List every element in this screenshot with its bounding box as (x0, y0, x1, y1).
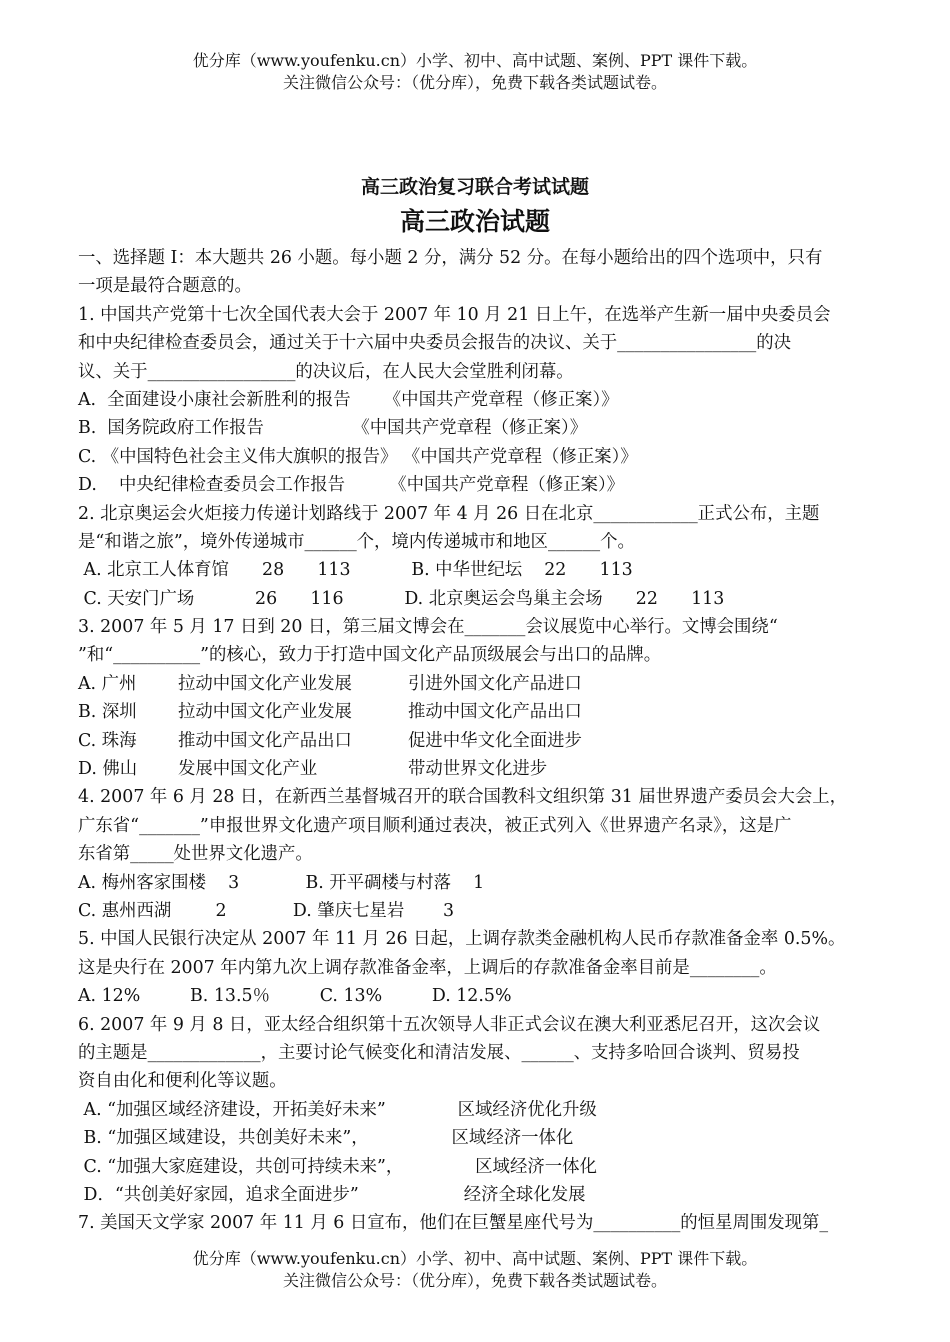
q3-option-b-first: 拉动中国文化产业发展 (178, 702, 352, 723)
q2-stem-line-2: 是“和谐之旅”，境外传递城市______个，境内传递城市和地区______个。 (78, 531, 635, 552)
exam-title: 高三政治试题 (399, 207, 550, 236)
q1-option-c: C. 《中国特色社会主义伟大旗帜的报告》 《中国共产党章程（修正案）》 (78, 446, 638, 467)
q5-stem-line-1: 5. 中国人民银行决定从 2007 年 11 月 26 日起，上调存款类金融机构人民币存款准备金率 0.5%。 (78, 929, 846, 950)
q3-option-d-second: 带动世界文化进步 (408, 759, 548, 780)
footer-line-2: 关注微信公众号：（优分库），免费下载各类试题试卷。 (282, 1271, 667, 1290)
q1-option-b: B. 国务院政府工作报告 《中国共产党章程（修正案）》 (78, 418, 588, 439)
exam-subtitle: 高三政治复习联合考试试题 (360, 176, 589, 198)
q7-stem-line-1: 7. 美国天文学家 2007 年 11 月 6 日宣布，他们在巨蟹星座代号为__________的恒星周围发现第_ (78, 1213, 829, 1234)
q4-stem-line-1: 4. 2007 年 6 月 28 日，在新西兰基督城召开的联合国教科文组织第 31 届世界遗产委员会大会上， (78, 787, 848, 808)
q6-stem-line-2: 的主题是_____________，主要讨论气候变化和清洁发展、______、支持多哈回合谈判、贸易投 (78, 1042, 800, 1063)
q3-option-d (78, 755, 878, 783)
exam-content (78, 244, 878, 1238)
q6-option-d: D．“共创美好家园，追求全面进步” 经济全球化发展 (78, 1184, 586, 1205)
q2-stem-line-1: 2. 北京奥运会火炬接力传递计划路线于 2007 年 4 月 26 日在北京____________正式公布，主题 (78, 503, 820, 524)
section-intro-line-1: 一、选择题 I：本大题共 26 小题。每小题 2 分，满分 52 分。在每小题给出的四个选项中，只有 (78, 248, 823, 268)
q4-options-cd: C. 惠州西湖 2 D. 肇庆七星岩 3 (78, 900, 455, 921)
q3-option-d-first: 发展中国文化产业 (178, 759, 318, 780)
page-header (0, 50, 950, 94)
q1-stem-line-2: 和中央纪律检查委员会，通过关于十六届中央委员会报告的决议、关于________________的决 (78, 333, 792, 354)
footer-line-1: 优分库（www.youfenku.cn）小学、初中、高中试题、案例、PPT 课件下载。 (192, 1249, 758, 1268)
q5-stem-line-2: 这是央行在 2007 年内第九次上调存款准备金率，上调后的存款准备金率目前是________。 (78, 957, 777, 978)
q2-options-cd: C. 天安门广场 26 116 D. 北京奥运会鸟巢主会场 22 113 (78, 588, 725, 609)
q6-stem-line-1: 6. 2007 年 9 月 8 日，亚太经合组织第十五次领导人非正式会议在澳大利亚悉尼召开，这次会议 (78, 1014, 821, 1035)
q3-stem-line-2: ”和“__________”的核心，致力于打造中国文化产品顶级展会与出口的品牌。 (78, 645, 662, 666)
q3-option-b-key: B. 深圳 (78, 702, 137, 723)
q5-options: A. 12% B. 13.5％ C. 13% D. 12.5% (78, 986, 512, 1007)
q3-option-a (78, 670, 878, 698)
header-line-2: 关注微信公众号：（优分库），免费下载各类试题试卷。 (282, 73, 667, 92)
q3-option-c (78, 727, 878, 755)
q4-stem-line-3: 东省第_____处世界文化遗产。 (78, 844, 313, 865)
q6-stem-line-3: 资自由化和便利化等议题。 (78, 1071, 287, 1092)
q3-option-b (78, 698, 878, 726)
q3-stem-line-1: 3. 2007 年 5 月 17 日到 20 日，第三届文博会在_______会议展览中心举行。文博会围绕“ (78, 617, 778, 638)
section-intro-line-2: 一项是最符合题意的。 (78, 276, 252, 297)
q1-stem-line-1: 1. 中国共产党第十七次全国代表大会于 2007 年 10 月 21 日上午，在选举产生新一届中央委员会 (78, 304, 831, 325)
q6-option-a: A. “加强区域经济建设，开拓美好未来” 区域经济优化升级 (78, 1099, 597, 1120)
q3-option-c-second: 促进中华文化全面进步 (408, 730, 582, 751)
q3-option-b-second: 推动中国文化产品出口 (408, 702, 582, 723)
q4-stem-line-2: 广东省“_______”申报世界文化遗产项目顺利通过表决，被正式列入《世界遗产名录》，这是广 (78, 815, 792, 836)
header-line-1: 优分库（www.youfenku.cn）小学、初中、高中试题、案例、PPT 课件下载。 (192, 51, 758, 70)
q3-option-a-second: 引进外国文化产品进口 (408, 673, 582, 694)
q3-option-a-first: 拉动中国文化产业发展 (178, 673, 352, 694)
q6-option-b: B. “加强区域建设，共创美好未来”， 区域经济一体化 (78, 1128, 574, 1149)
q4-options-ab: A. 梅州客家围楼 3 B. 开平碉楼与村落 1 (78, 872, 485, 893)
q1-option-d: D. 中央纪律检查委员会工作报告 《中国共产党章程（修正案）》 (78, 475, 625, 496)
q1-option-a: A. 全面建设小康社会新胜利的报告 《中国共产党章程（修正案）》 (78, 389, 619, 410)
q1-stem-line-3: 议、关于_________________的决议后，在人民大会堂胜利闭幕。 (78, 361, 574, 382)
q3-option-c-key: C. 珠海 (78, 730, 137, 751)
q6-option-c: C. “加强大家庭建设，共创可持续未来”， 区域经济一体化 (78, 1156, 597, 1177)
q3-option-c-first: 推动中国文化产品出口 (178, 730, 352, 751)
q3-option-d-key: D. 佛山 (78, 759, 138, 780)
q3-option-a-key: A. 广州 (78, 673, 137, 694)
q2-options-ab: A. 北京工人体育馆 28 113 B. 中华世纪坛 22 113 (78, 560, 633, 581)
page-footer (0, 1248, 950, 1292)
